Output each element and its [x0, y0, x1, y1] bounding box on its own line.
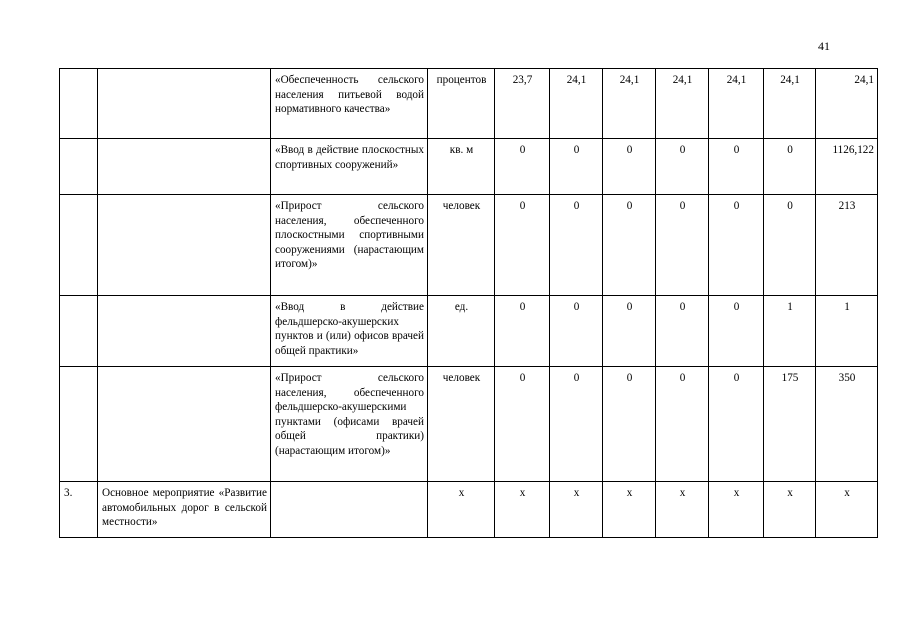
value-cell: х: [709, 482, 764, 538]
indicator-cell: [271, 482, 428, 538]
value-cell: 0: [603, 367, 656, 482]
value-cell: 0: [550, 367, 603, 482]
table-row: [60, 367, 878, 482]
unit-cell: х: [428, 482, 495, 538]
value-cell: 0: [495, 195, 550, 296]
row-number-cell: [60, 139, 98, 195]
table-row: [60, 69, 878, 139]
unit-cell: ед.: [428, 296, 495, 367]
measure-name-cell: [98, 367, 271, 482]
value-cell: 23,7: [495, 69, 550, 139]
value-cell: х: [816, 482, 878, 538]
value-cell: 1126,122: [816, 139, 878, 195]
value-cell: 0: [550, 139, 603, 195]
row-number-cell: [60, 296, 98, 367]
unit-cell: кв. м: [428, 139, 495, 195]
value-cell: х: [495, 482, 550, 538]
value-cell: 0: [709, 296, 764, 367]
row-number-cell: [60, 195, 98, 296]
unit-cell: человек: [428, 195, 495, 296]
value-cell: 24,1: [816, 69, 878, 139]
value-cell: 0: [603, 195, 656, 296]
indicators-table: [59, 68, 878, 538]
value-cell: 0: [656, 296, 709, 367]
value-cell: 0: [709, 367, 764, 482]
page-number: 41: [818, 39, 830, 53]
value-cell: 0: [764, 139, 816, 195]
table-row: [60, 482, 878, 538]
value-cell: 213: [816, 195, 878, 296]
value-cell: 24,1: [764, 69, 816, 139]
value-cell: 0: [709, 195, 764, 296]
value-cell: 0: [495, 296, 550, 367]
value-cell: 24,1: [550, 69, 603, 139]
value-cell: 350: [816, 367, 878, 482]
unit-cell: процентов: [428, 69, 495, 139]
value-cell: 1: [816, 296, 878, 367]
value-cell: 24,1: [603, 69, 656, 139]
unit-cell: человек: [428, 367, 495, 482]
value-cell: 0: [550, 296, 603, 367]
measure-name-cell: [98, 139, 271, 195]
value-cell: 24,1: [709, 69, 764, 139]
value-cell: 0: [603, 296, 656, 367]
row-number-cell: [60, 367, 98, 482]
table-row: [60, 296, 878, 367]
value-cell: 24,1: [656, 69, 709, 139]
indicator-cell: «Ввод в действие плоскостных спортивных сооружений»: [271, 139, 428, 195]
value-cell: 0: [709, 139, 764, 195]
value-cell: 0: [656, 367, 709, 482]
value-cell: 0: [764, 195, 816, 296]
table-row: [60, 139, 878, 195]
value-cell: 0: [550, 195, 603, 296]
value-cell: х: [656, 482, 709, 538]
indicator-cell: «Ввод в действие фельдшерско-акушерских пунктов и (или) офисов врачей общей практики»: [271, 296, 428, 367]
value-cell: 175: [764, 367, 816, 482]
row-number-cell: 3.: [60, 482, 98, 538]
value-cell: 0: [495, 367, 550, 482]
indicator-cell: «Обеспеченность сельского населения питьевой водой нормативного качества»: [271, 69, 428, 139]
indicator-cell: «Прирост сельского населения, обеспеченного плоскостными спортивными сооружениями (нарастающим итогом)»: [271, 195, 428, 296]
measure-name-cell: [98, 195, 271, 296]
measure-name-cell: [98, 69, 271, 139]
table-row: [60, 195, 878, 296]
value-cell: 0: [495, 139, 550, 195]
value-cell: 0: [603, 139, 656, 195]
value-cell: х: [550, 482, 603, 538]
value-cell: х: [603, 482, 656, 538]
value-cell: 1: [764, 296, 816, 367]
value-cell: х: [764, 482, 816, 538]
value-cell: 0: [656, 139, 709, 195]
measure-name-cell: [98, 296, 271, 367]
value-cell: 0: [656, 195, 709, 296]
indicator-cell: «Прирост сельского населения, обеспеченного фельдшерско-акушерскими пунктами (офисами врачей общей практики) (нарастающим итогом)»: [271, 367, 428, 482]
measure-name-cell: Основное мероприятие «Развитие автомобильных дорог в сельской местности»: [98, 482, 271, 538]
row-number-cell: [60, 69, 98, 139]
